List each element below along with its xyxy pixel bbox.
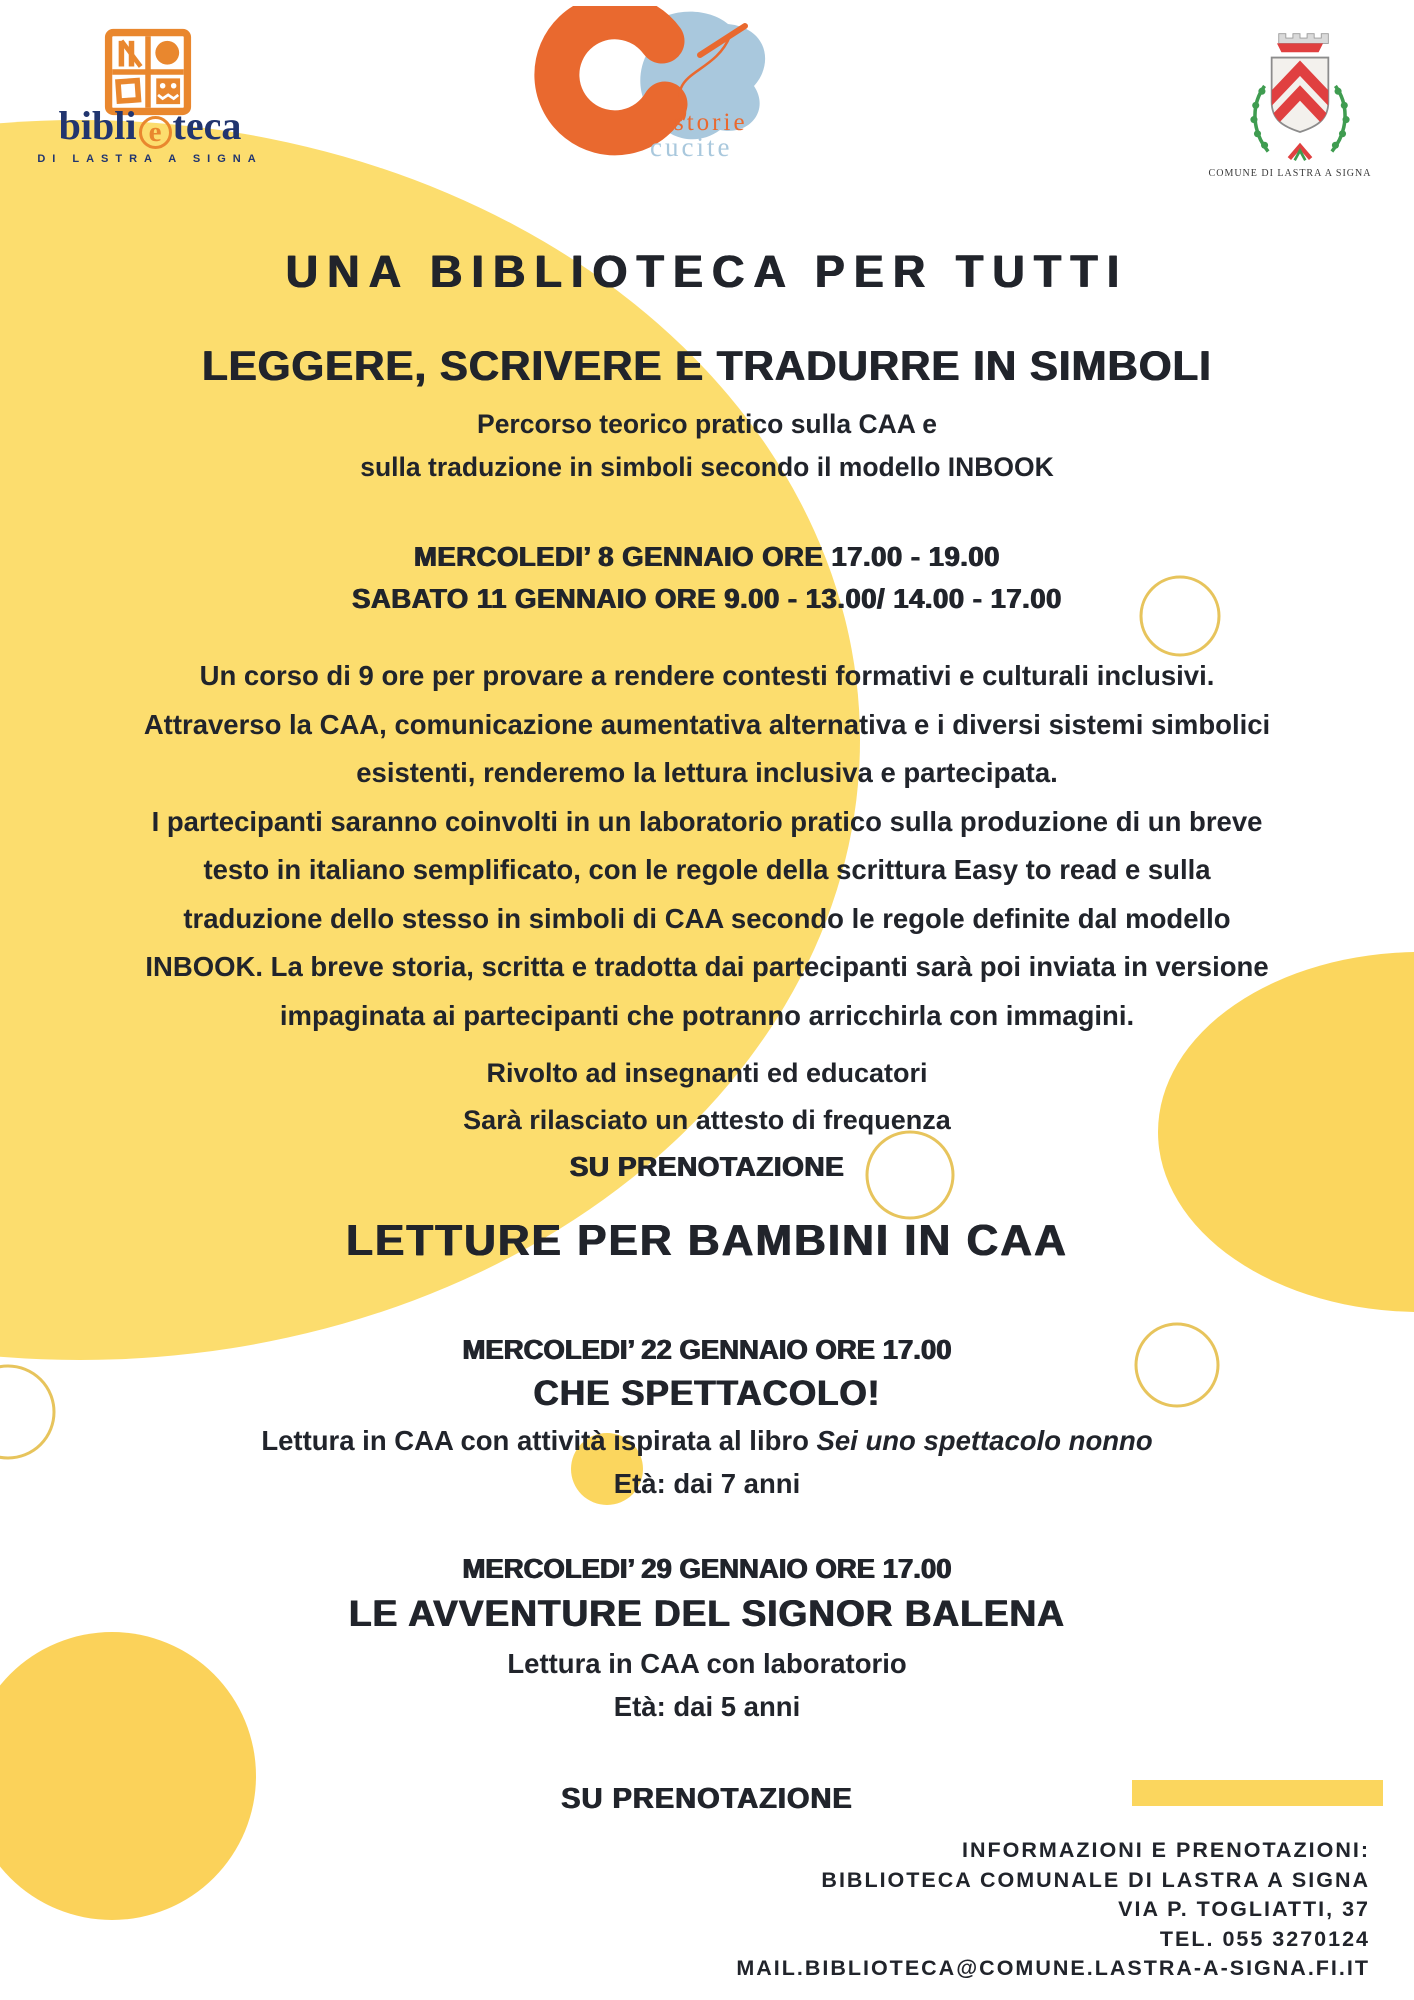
description-line: INBOOK. La breve storia, scritta e tradotta dai partecipanti sarà poi inviata in versione [145,951,1269,982]
event1-age: Età: dai 7 anni [613,1468,801,1499]
contact-line: MAIL.BIBLIOTECA@COMUNE.LASTRA-A-SIGNA.FI.IT [736,1956,1370,1980]
event1-description-text: Lettura in CAA con attività ispirata al libro [261,1425,817,1456]
event1-description [0,1425,1414,1457]
wordmark-o-icon: e [139,116,172,149]
wordmark-pre: bibli [58,103,137,148]
biblioteca-logo-wordmark [10,102,290,149]
audience-line-2: Sarà rilasciato un attesto di frequenza [463,1105,951,1135]
intro-line-1: Percorso teorico pratico sulla CAA e [477,409,937,439]
storie-cucite-logo [468,6,788,171]
comune-caption: COMUNE DI LASTRA A SIGNA [1208,168,1372,179]
description-line: impaginata ai partecipanti che potranno arricchirla con immagini. [279,999,1135,1031]
booking-note-2: SU PRENOTAZIONE [561,1783,853,1815]
contact-line: TEL. 055 3270124 [1159,1926,1370,1951]
course-date-1: MERCOLEDI’ 8 GENNAIO ORE 17.00 - 19.00 [414,541,1000,572]
cucite-text: cucite [650,132,733,162]
intro-line-2: sulla traduzione in simboli secondo il modello INBOOK [360,452,1054,482]
biblioteca-logo-subtitle: DI LASTRA A SIGNA [37,153,263,165]
description-line: esistenti, renderemo la lettura inclusiva e partecipata. [356,757,1058,788]
event1-book-title: Sei uno spettacolo nonno [816,1425,1153,1456]
course-description [0,652,1414,1040]
event2-date: MERCOLEDI’ 29 GENNAIO ORE 17.00 [462,1553,952,1584]
booking-note-1: SU PRENOTAZIONE [569,1151,845,1182]
storie-text: storie [674,109,748,136]
description-line: Un corso di 9 ore per provare a rendere contesti formativi e culturali inclusivi. [199,660,1215,691]
event1-date: MERCOLEDI’ 22 GENNAIO ORE 17.00 [462,1334,952,1365]
contact-info [736,1836,1370,1984]
section-title-letture: LETTURE PER BAMBINI IN CAA [346,1216,1068,1265]
description-line: Attraverso la CAA, comunicazione aumentativa alternativa e i diversi sistemi simbolici [143,708,1271,740]
audience-line-1: Rivolto ad insegnanti ed educatori [486,1058,928,1088]
event2-description: Lettura in CAA con laboratorio [507,1648,907,1679]
description-line: testo in italiano semplificato, con le regole della scrittura Easy to read e sulla [203,854,1211,885]
contact-line: BIBLIOTECA COMUNALE DI LASTRA A SIGNA [821,1867,1370,1892]
event2-age: Età: dai 5 anni [613,1691,801,1722]
contact-line: VIA P. TOGLIATTI, 37 [1118,1897,1370,1921]
comune-coat-of-arms [1238,20,1362,166]
event1-title: CHE SPETTACOLO! [533,1374,881,1413]
contact-line: INFORMAZIONI E PRENOTAZIONI: [962,1838,1370,1862]
wordmark-post: teca [172,103,242,148]
event2-title: LE AVVENTURE DEL SIGNOR BALENA [349,1593,1065,1634]
page-title: UNA BIBLIOTECA PER TUTTI [285,246,1129,297]
course-date-2: SABATO 11 GENNAIO ORE 9.00 - 13.00/ 14.00 - 17.00 [352,583,1062,614]
description-line: I partecipanti saranno coinvolti in un laboratorio pratico sulla produzione di un breve [151,805,1263,837]
description-line: traduzione dello stesso in simboli di CAA secondo le regole definite dal modello [183,902,1231,934]
page-subtitle: LEGGERE, SCRIVERE E TRADURRE IN SIMBOLI [202,342,1212,389]
